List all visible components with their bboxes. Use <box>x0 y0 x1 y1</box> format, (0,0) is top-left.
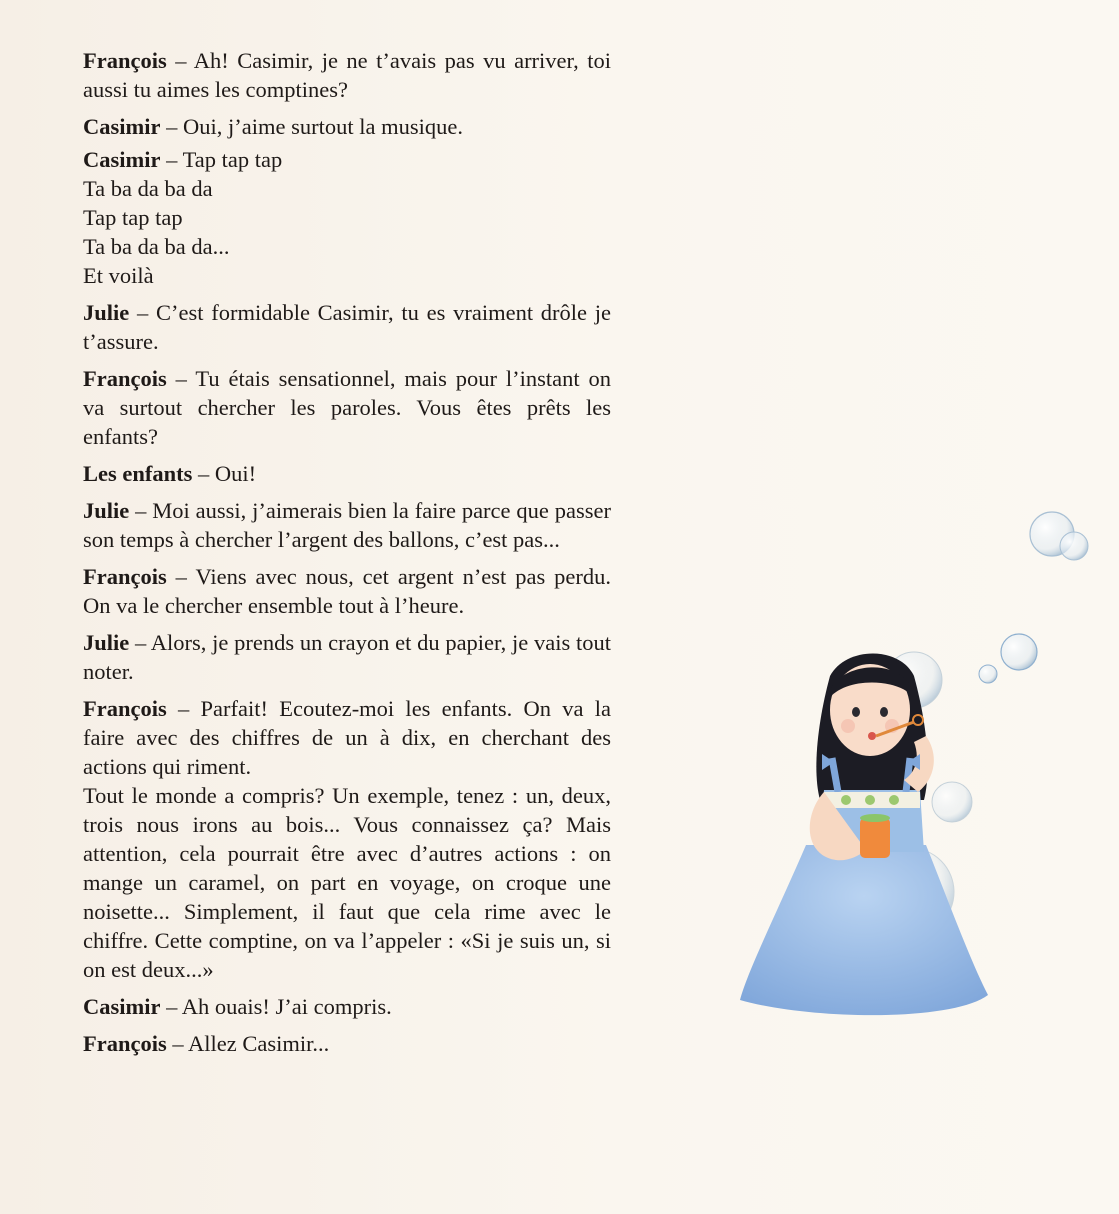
speaker-name: Julie <box>83 498 130 523</box>
line-text: Allez Casimir... <box>188 1031 330 1056</box>
dialogue-line: Les enfants – Oui! <box>83 461 257 486</box>
dialogue-line: Casimir – Oui, j’aime surtout la musique. <box>83 114 463 139</box>
dialogue-column <box>83 46 611 1066</box>
line-text: Parfait! Ecoutez-moi les enfants. On va la faire avec des chiffres de un à dix, en cherchant des actions qui riment. <box>83 696 612 779</box>
dialogue-continuation: Tout le monde a compris? Un exemple, tenez : un, deux, trois nous irons au bois... Vous connaissez ça? Mais attention, cela pourrait être avec d’autres actions : on mange un caramel, on part en voyage, on croque une noisette... Simplement, il faut que cela rime avec le chiffre. Cette comptine, on va l’appeler : «Si je suis un, si on est deux...» <box>83 783 611 982</box>
girl-blowing-bubbles-illustration <box>720 500 1100 1020</box>
bubble-icon <box>1001 634 1037 670</box>
line-text: Viens avec nous, cet argent n’est pas perdu. On va le chercher ensemble tout à l’heure. <box>83 564 611 618</box>
speaker-name: François <box>83 48 167 73</box>
dialogue-line: François – Allez Casimir... <box>83 1031 330 1056</box>
bubble-icon <box>1030 512 1088 560</box>
line-text: Oui, j’aime surtout la musique. <box>183 114 463 139</box>
speaker-name: Julie <box>83 300 130 325</box>
line-text: Tap tap tap <box>182 147 283 172</box>
dialogue-line: François – Parfait! Ecoutez-moi les enfants. On va la faire avec des chiffres de un à dix, en cherchant des actions qui riment. <box>83 696 612 779</box>
speaker-name: François <box>83 696 167 721</box>
speaker-name: Casimir <box>83 147 161 172</box>
speaker-name: François <box>83 564 167 589</box>
speaker-name: Les enfants <box>83 461 193 486</box>
line-text: Moi aussi, j’aimerais bien la faire parce que passer son temps à chercher l’argent des ballons, c’est pas... <box>83 498 611 552</box>
line-text: Ah ouais! J’ai compris. <box>181 994 392 1019</box>
speaker-name: Casimir <box>83 994 161 1019</box>
lyric-line: Ta ba da ba da <box>83 176 213 201</box>
lyric-line: Tap tap tap <box>83 205 183 230</box>
speaker-name: François <box>83 366 167 391</box>
speaker-name: Julie <box>83 630 130 655</box>
dialogue-line: Julie – C’est formidable Casimir, tu es vraiment drôle je t’assure. <box>83 300 612 354</box>
dialogue-line: Julie – Alors, je prends un crayon et du papier, je vais tout noter. <box>83 630 611 684</box>
speaker-name: François <box>83 1031 167 1056</box>
lyric-line: Ta ba da ba da... <box>83 234 230 259</box>
speaker-name: Casimir <box>83 114 161 139</box>
dialogue-line: François – Ah! Casimir, je ne t’avais pas vu arriver, toi aussi tu aimes les comptines? <box>83 48 611 102</box>
line-text: Alors, je prends un crayon et du papier, je vais tout noter. <box>83 630 611 684</box>
bubble-icon <box>979 665 997 683</box>
line-text: Oui! <box>214 461 257 486</box>
dialogue-line: François – Tu étais sensationnel, mais pour l’instant on va surtout chercher les paroles. Vous êtes prêts les enfants? <box>83 366 612 449</box>
line-text: Tu étais sensationnel, mais pour l’instant on va surtout chercher les paroles. Vous êtes prêts les enfants? <box>83 366 612 449</box>
line-text: C’est formidable Casimir, tu es vraiment drôle je t’assure. <box>83 300 612 354</box>
dialogue-line: François – Viens avec nous, cet argent n’est pas perdu. On va le chercher ensemble tout à l’heure. <box>83 564 611 618</box>
dialogue-line: Casimir – Ah ouais! J’ai compris. <box>83 994 392 1019</box>
lyric-line: Et voilà <box>83 263 154 288</box>
song-lyrics: Casimir – Tap tap tap Ta ba da ba da Tap tap tap Ta ba da ba da... Et voilà <box>83 145 611 290</box>
dialogue-line: Julie – Moi aussi, j’aimerais bien la faire parce que passer son temps à chercher l’argent des ballons, c’est pas... <box>83 498 611 552</box>
bubble-icon <box>932 782 972 822</box>
girl-figure <box>740 654 988 1016</box>
line-text: Ah! Casimir, je ne t’avais pas vu arriver, toi aussi tu aimes les comptines? <box>83 48 611 102</box>
